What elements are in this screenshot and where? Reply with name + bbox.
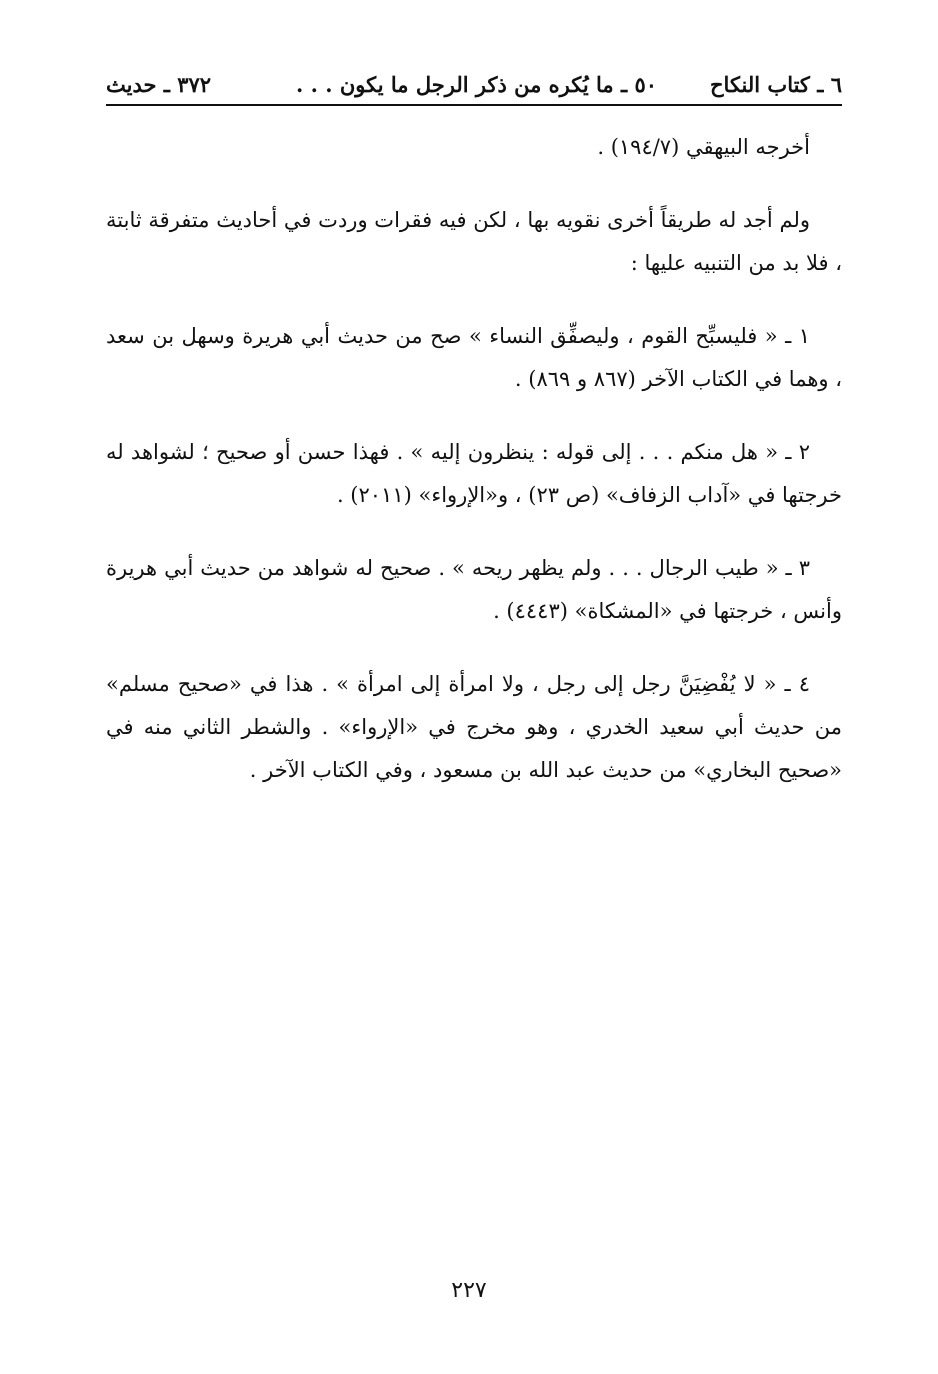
chapter-title: ٦ ـ كتاب النكاح <box>710 72 842 97</box>
page-body <box>106 118 842 822</box>
running-header <box>106 66 842 106</box>
paragraph-point-4: ٤ ـ « لا يُفْضِيَنَّ رجل إلى رجل ، ولا امرأة إلى امرأة » . هذا في «صحيح مسلم» من حديث أبي سعيد الخدري ، وهو مخرج في «الإرواء» . والشطر الثاني منه في «صحيح البخاري» من حديث عبد الله بن مسعود ، وفي الكتاب الآخر . <box>106 672 842 782</box>
page-number: ٢٢٧ <box>451 1278 487 1303</box>
paragraph-source: أخرجه البيهقي (١٩٤/٧) . <box>597 135 810 159</box>
header-divider <box>106 104 842 106</box>
paragraph-point-1: ١ ـ « فليسبِّح القوم ، وليصفِّق النساء » صح من حديث أبي هريرة وسهل بن سعد ، وهما في الكتاب الآخر (٨٦٧ و ٨٦٩) . <box>106 324 842 391</box>
paragraph-point-3: ٣ ـ « طيب الرجال . . . ولم يظهر ريحه » . صحيح له شواهد من حديث أبي هريرة وأنس ، خرجتها في «المشكاة» (٤٤٤٣) . <box>106 556 842 623</box>
paragraph-point-2: ٢ ـ « هل منكم . . . إلى قوله : ينظرون إليه » . فهذا حسن أو صحيح ؛ لشواهد له خرجتها في «آداب الزفاف» (ص ٢٣) ، و«الإرواء» (٢٠١١) . <box>106 440 842 507</box>
paragraph-intro: ولم أجد له طريقاً أخرى نقويه بها ، لكن فيه فقرات وردت في أحاديث متفرقة ثابتة ، فلا بد من التنبيه عليها : <box>106 208 842 275</box>
hadith-number: ٣٧٢ ـ حديث <box>106 72 212 97</box>
section-title: ٥٠ ـ ما يُكره من ذكر الرجل ما يكون . . . <box>296 72 657 97</box>
